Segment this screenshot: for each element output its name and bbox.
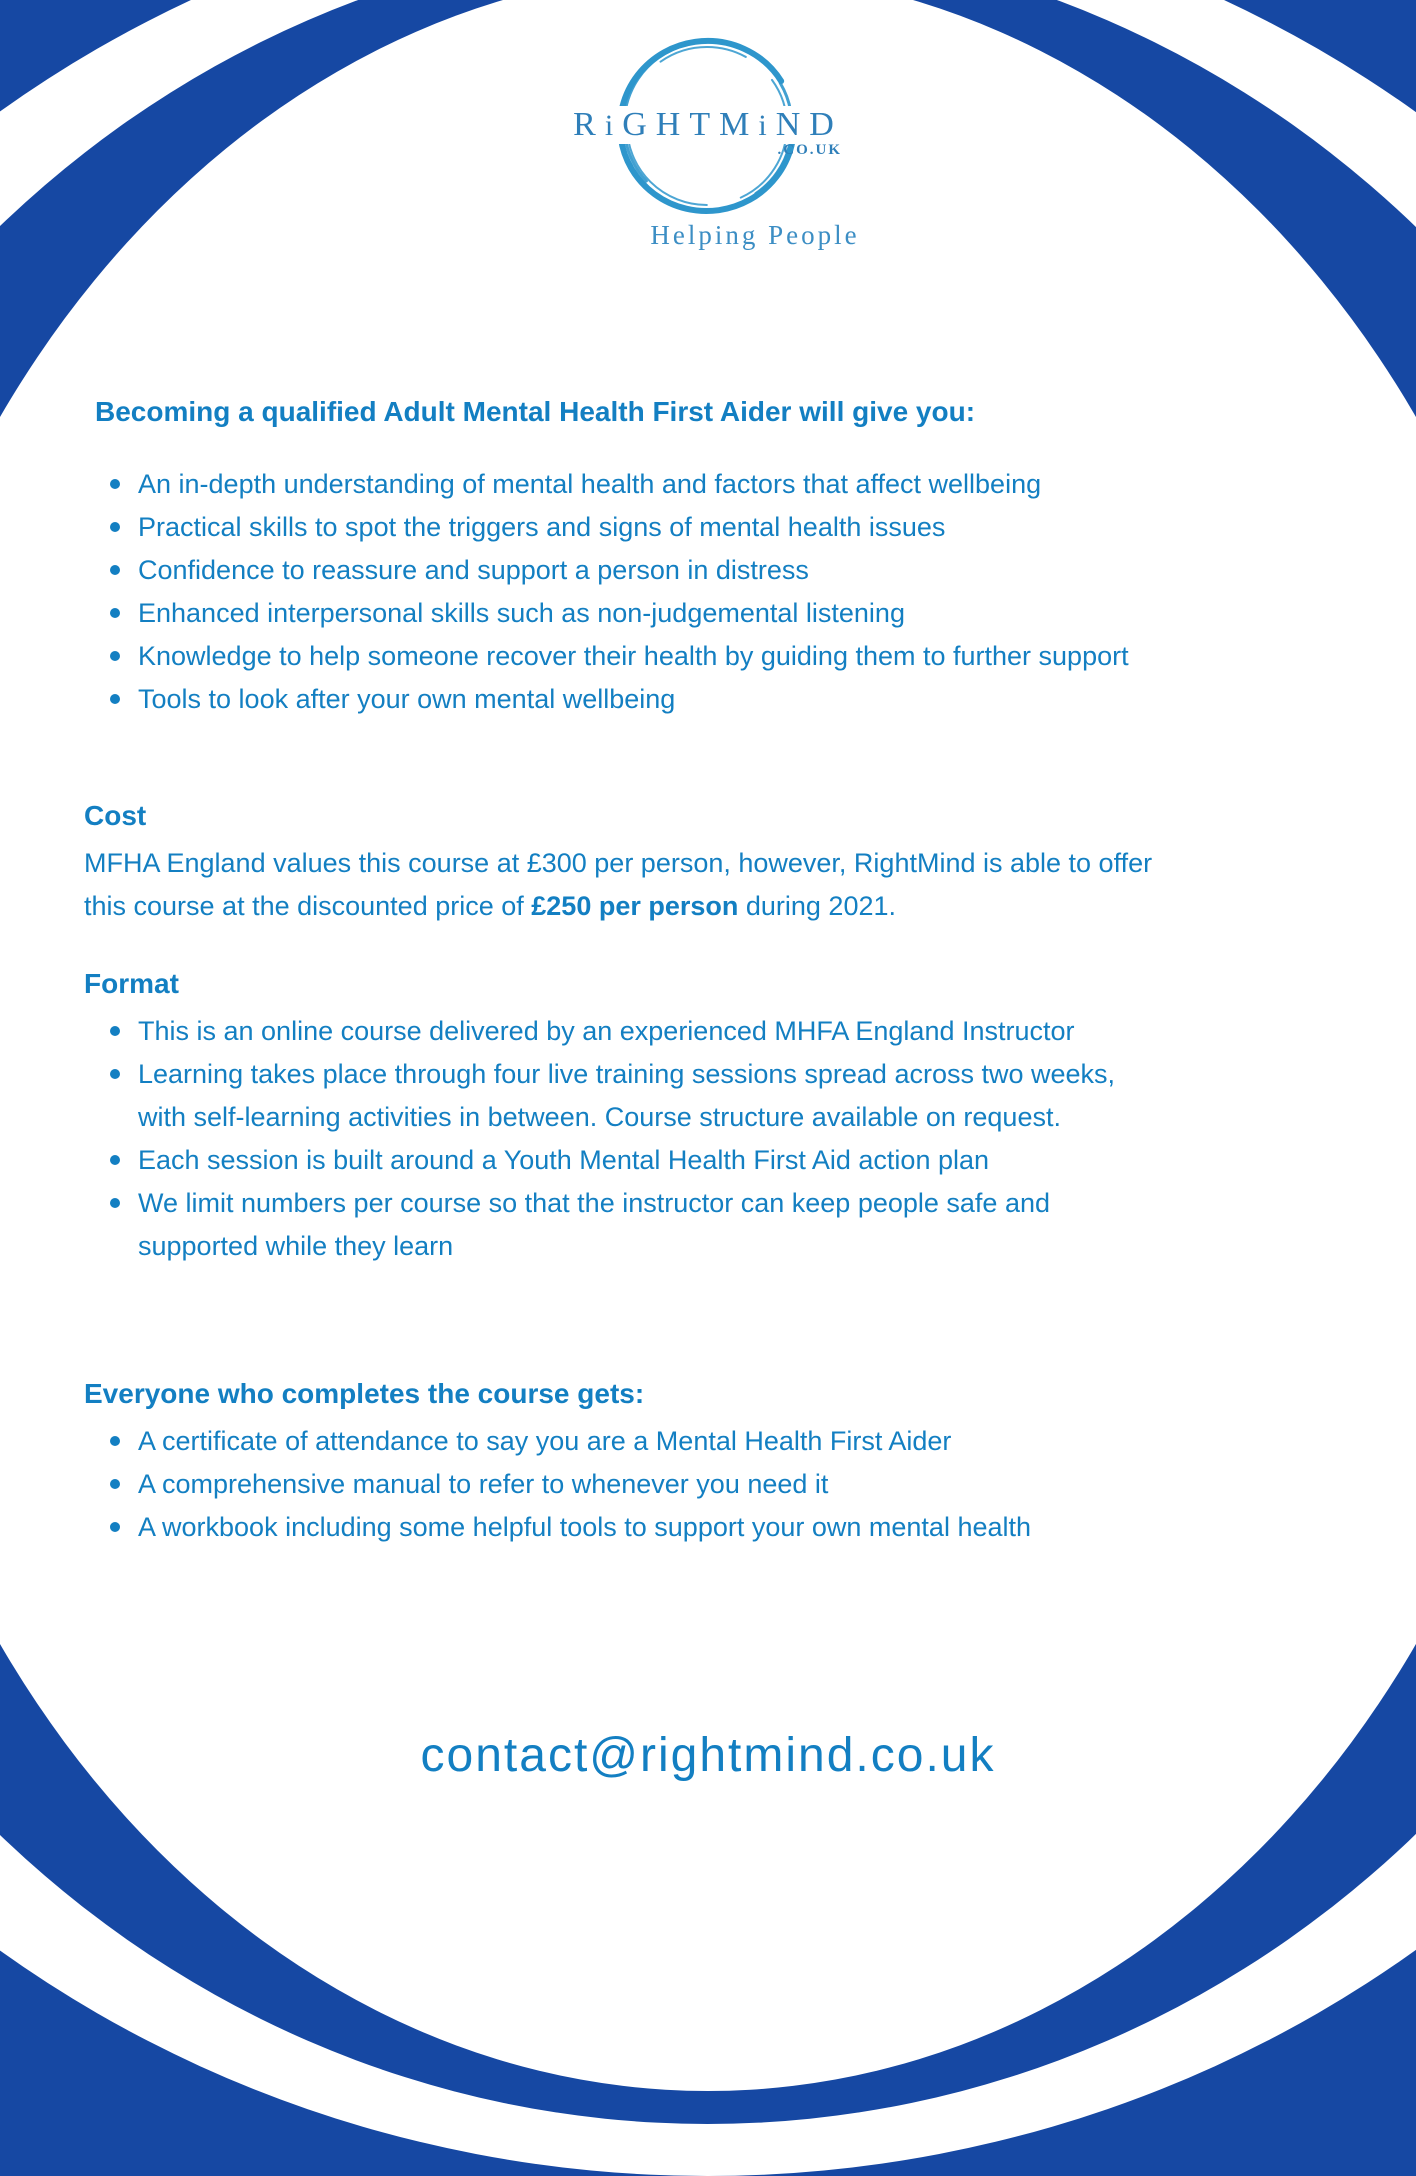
cost-paragraph: MFHA England values this course at £300 per person, however, RightMind is able to offer this course at the discounted price of £250 per person during 2021. bbox=[84, 848, 1153, 921]
bullet-item: Confidence to reassure and support a person in distress bbox=[107, 549, 1152, 592]
format-heading: Format bbox=[84, 968, 179, 999]
cost-heading: Cost bbox=[84, 800, 147, 831]
bullet-item: We limit numbers per course so that the instructor can keep people safe and supported while they learn bbox=[107, 1182, 1152, 1268]
brand-tagline: Helping People bbox=[650, 220, 860, 250]
bullet-item: An in-depth understanding of mental health and factors that affect wellbeing bbox=[107, 463, 1152, 506]
completion-heading: Everyone who completes the course gets: bbox=[84, 1378, 645, 1409]
logo-block bbox=[0, 0, 1416, 270]
brand-domain-label: .CO.UK bbox=[777, 142, 842, 158]
format-bullet-list bbox=[107, 1010, 1152, 1268]
bullet-item: A certificate of attendance to say you are a Mental Health First Aider bbox=[107, 1420, 1182, 1463]
bullet-item: Practical skills to spot the triggers and signs of mental health issues bbox=[107, 506, 1152, 549]
completion-bullet-list bbox=[107, 1420, 1182, 1549]
intro-bullet-list bbox=[107, 463, 1152, 721]
bullet-item: Tools to look after your own mental wellbeing bbox=[107, 678, 1152, 721]
bullet-item: Knowledge to help someone recover their health by guiding them to further support bbox=[107, 635, 1152, 678]
bullet-item: A comprehensive manual to refer to whenever you need it bbox=[107, 1463, 1182, 1506]
bullet-item: Each session is built around a Youth Mental Health First Aid action plan bbox=[107, 1139, 1152, 1182]
contact-email: contact@rightmind.co.uk bbox=[420, 1729, 996, 1782]
bullet-item: Enhanced interpersonal skills such as non-judgemental listening bbox=[107, 592, 1152, 635]
bullet-item: A workbook including some helpful tools to support your own mental health bbox=[107, 1506, 1182, 1549]
bullet-item: This is an online course delivered by an experienced MHFA England Instructor bbox=[107, 1010, 1152, 1053]
bullet-item: Learning takes place through four live training sessions spread across two weeks, with self-learning activities in between. Course structure available on request. bbox=[107, 1053, 1152, 1139]
brand-name: RiGHTMiND bbox=[561, 106, 855, 144]
intro-heading: Becoming a qualified Adult Mental Health First Aider will give you: bbox=[95, 396, 976, 427]
